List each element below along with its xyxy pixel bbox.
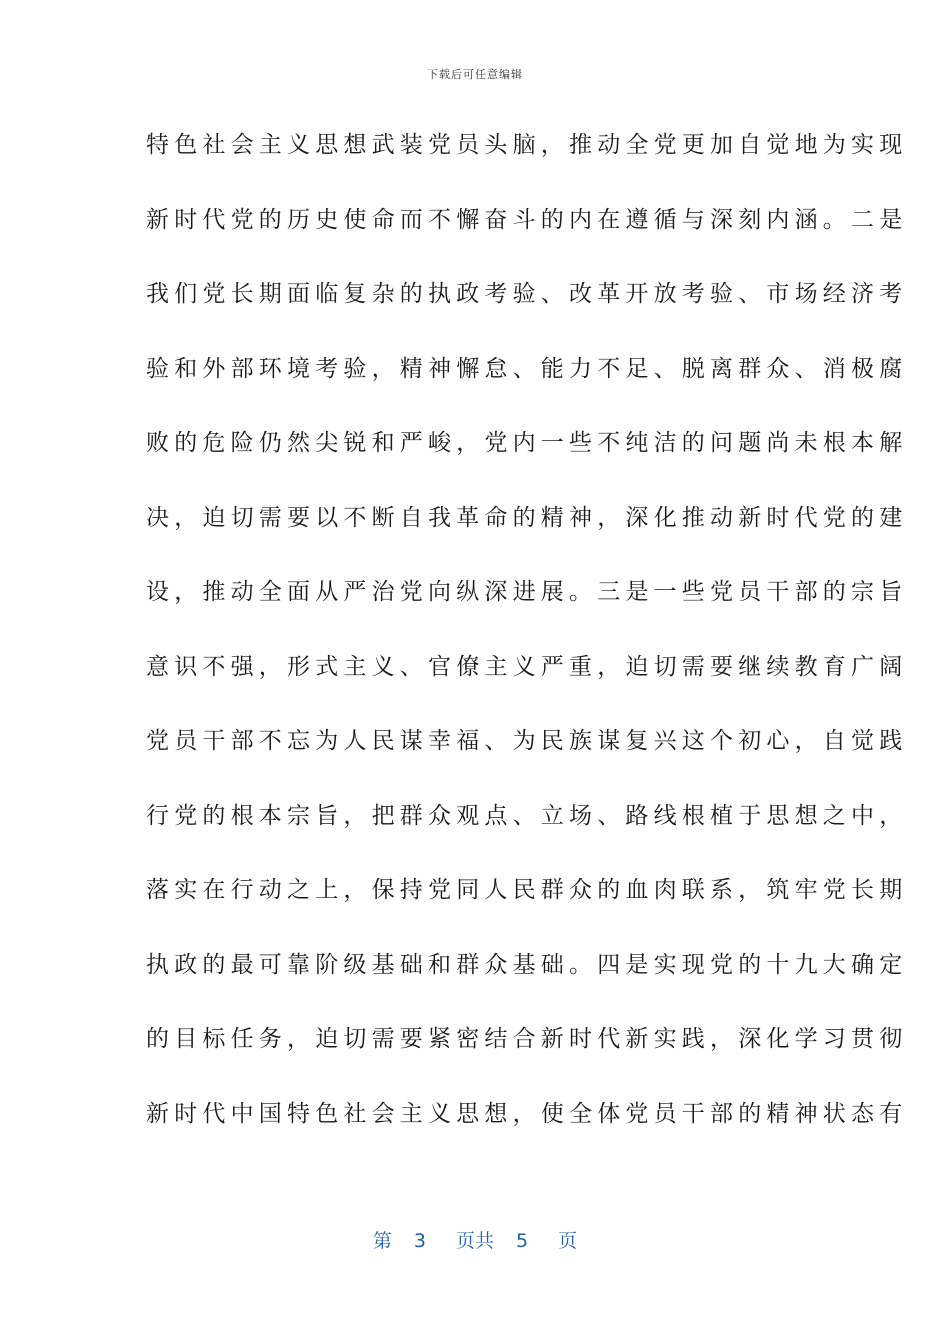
page-footer <box>0 1226 950 1253</box>
document-body <box>146 120 908 1163</box>
text-line: 意识不强，形式主义、官僚主义严重，迫切需要继续教育广阔 <box>146 653 908 680</box>
text-line: 执政的最可靠阶级基础和群众基础。四是实现党的十九大确定 <box>146 951 908 978</box>
text-line: 设，推动全面从严治党向纵深进展。三是一些党员干部的宗旨 <box>146 579 908 605</box>
text-line: 特色社会主义思想武装党员头脑，推动全党更加自觉地为实现 <box>146 132 908 158</box>
page-total-number: 5 <box>516 1230 529 1252</box>
text-line: 新时代中国特色社会主义思想，使全体党员干部的精神状态有 <box>146 1100 908 1127</box>
page-header: 下载后可任意编辑 <box>427 68 523 81</box>
text-line: 的目标任务，迫切需要紧密结合新时代新实践，深化学习贯彻 <box>146 1026 908 1052</box>
text-line: 我们党长期面临复杂的执政考验、改革开放考验、市场经济考 <box>146 281 908 307</box>
page-suffix: 页 <box>558 1230 578 1252</box>
text-line: 新时代党的历史使命而不懈奋斗的内在遵循与深刻内涵。二是 <box>146 206 908 233</box>
text-line: 行党的根本宗旨，把群众观点、立场、路线根植于思想之中， <box>146 802 908 829</box>
page-prefix: 第 <box>372 1230 392 1252</box>
text-line: 验和外部环境考验，精神懈怠、能力不足、脱离群众、消极腐 <box>146 355 908 382</box>
text-line: 决，迫切需要以不断自我革命的精神，深化推动新时代党的建 <box>146 504 908 531</box>
text-line: 党员干部不忘为人民谋幸福、为民族谋复兴这个初心，自觉践 <box>146 728 908 754</box>
page-mid-label: 页共 <box>455 1230 494 1252</box>
text-line: 落实在行动之上，保持党同人民群众的血肉联系，筑牢党长期 <box>146 877 908 903</box>
page-current-number: 3 <box>413 1230 426 1252</box>
text-line: 败的危险仍然尖锐和严峻，党内一些不纯洁的问题尚未根本解 <box>146 430 908 456</box>
